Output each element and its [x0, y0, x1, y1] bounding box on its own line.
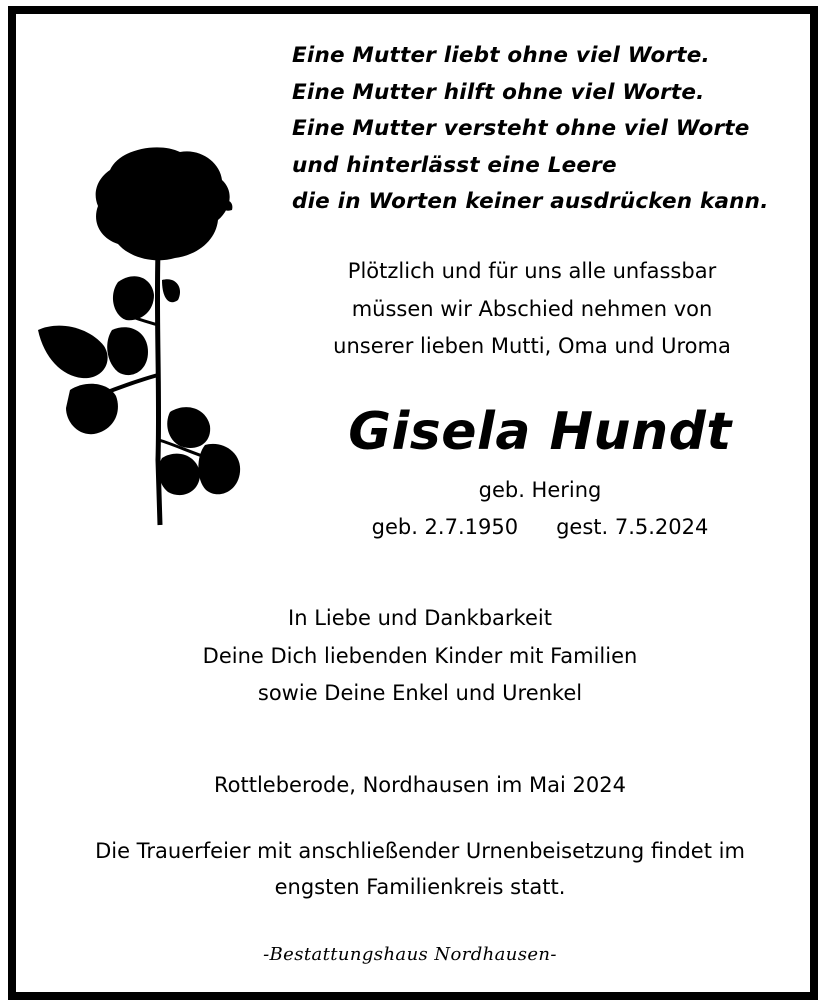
- funeral-line: engsten Familienkreis statt.: [274, 875, 566, 899]
- life-dates: [340, 510, 740, 544]
- closing-line: sowie Deine Enkel und Urenkel: [257, 681, 583, 705]
- funeral-note: [30, 833, 810, 905]
- poem: [292, 38, 792, 221]
- deceased-name: Gisela Hundt: [348, 402, 732, 462]
- birth-date: geb. 2.7.1950: [371, 515, 519, 539]
- intro-line: müssen wir Abschied nehmen von: [351, 296, 713, 321]
- poem-line: Eine Mutter hilft ohne viel Worte.: [292, 79, 705, 105]
- poem-line: Eine Mutter liebt ohne viel Worte.: [292, 43, 710, 68]
- closing-line: In Liebe und Dankbarkeit: [288, 606, 552, 630]
- place-date: Rottleberode, Nordhausen im Mai 2024: [214, 773, 626, 797]
- funeral-line: Die Trauerfeier mit anschließender Urnenbeisetzung findet im: [95, 839, 745, 863]
- intro-text: [292, 253, 772, 366]
- poem-line: die in Worten keiner ausdrücken kann.: [292, 189, 769, 214]
- death-date: gest. 7.5.2024: [556, 515, 709, 539]
- intro-line: unserer lieben Mutti, Oma und Uroma: [333, 334, 731, 358]
- maiden-name: geb. Hering: [478, 478, 602, 502]
- closing-line: Deine Dich liebenden Kinder mit Familien: [202, 643, 638, 668]
- poem-line: und hinterlässt eine Leere: [292, 152, 617, 178]
- black-rose-icon: [30, 140, 245, 530]
- undertaker-signature: -Bestattungshaus Nordhausen-: [263, 944, 557, 965]
- intro-line: Plötzlich und für uns alle unfassbar: [347, 259, 717, 283]
- poem-line: Eine Mutter versteht ohne viel Worte: [292, 116, 750, 141]
- closing-text: [150, 600, 690, 713]
